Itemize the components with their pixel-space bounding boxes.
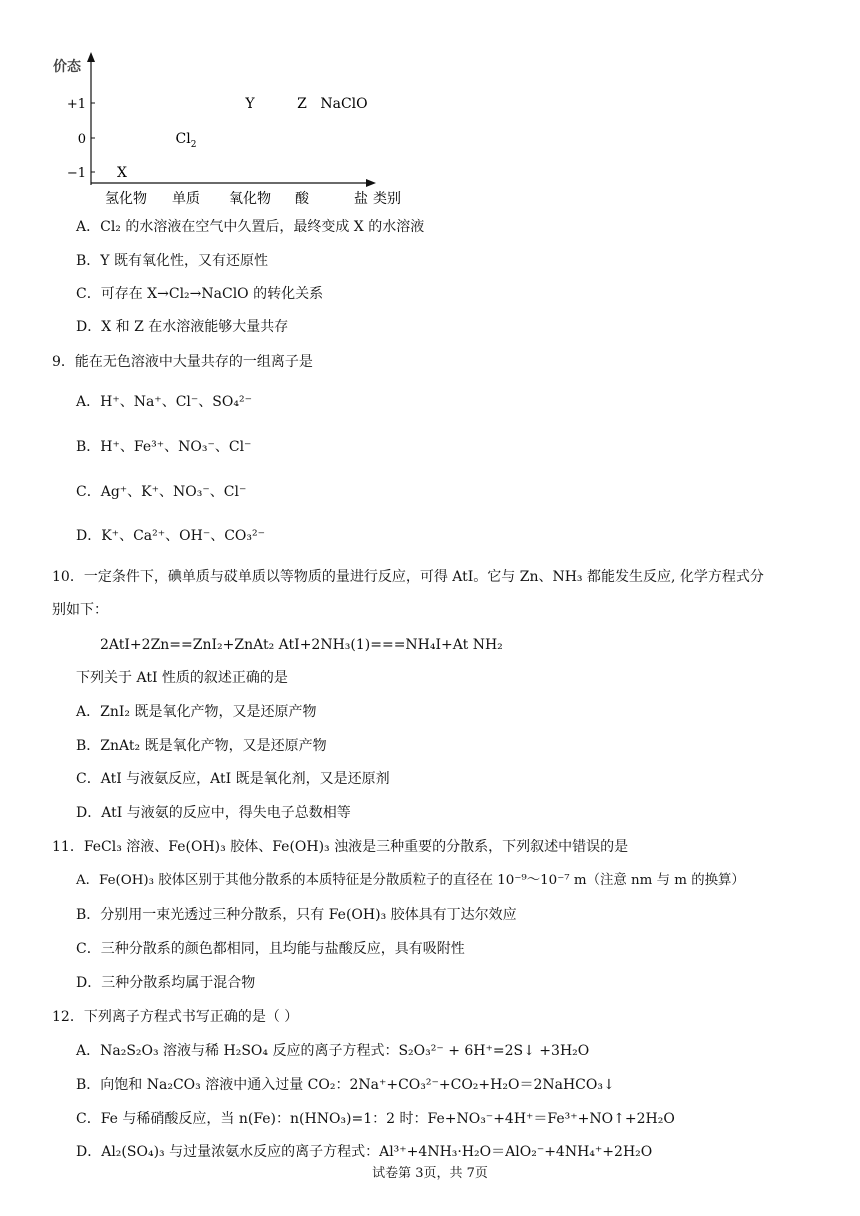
valence-category-chart (40, 50, 420, 210)
q12-option-c: C．Fe 与稀硝酸反应，当 n(Fe)：n(HNO₃)=1：2 时：Fe+NO₃⁻+4H⁺＝Fe³⁺+NO↑+2H₂O (76, 1111, 675, 1127)
q10-question: 下列关于 AtI 性质的叙述正确的是 (76, 670, 288, 686)
data-point-label: X (117, 165, 127, 181)
y-tick-label: +1 (66, 97, 86, 112)
q11-option-b: B．分别用一束光透过三种分散系，只有 Fe(OH)₃ 胶体具有丁达尔效应 (76, 907, 517, 923)
y-tick-label: −1 (66, 166, 86, 181)
y-axis-arrow (87, 52, 95, 62)
q11-option-c: C．三种分散系的颜色都相同，且均能与盐酸反应，具有吸附性 (76, 941, 465, 957)
x-axis-arrow (366, 179, 376, 187)
q12-option-a: A．Na₂S₂O₃ 溶液与稀 H₂SO₄ 反应的离子方程式：S₂O₃²⁻ + 6H⁺=2S↓ +3H₂O (76, 1043, 590, 1059)
q10-option-d: D．AtI 与液氨的反应中，得失电子总数相等 (76, 805, 351, 821)
q11-stem: 11．FeCl₃ 溶液、Fe(OH)₃ 胶体、Fe(OH)₃ 浊液是三种重要的分散系，下列叙述中错误的是 (52, 839, 629, 855)
q8-option-a: A．Cl₂ 的水溶液在空气中久置后，最终变成 X 的水溶液 (76, 219, 425, 235)
q10-option-c: C．AtI 与液氨反应，AtI 既是氧化剂，又是还原剂 (76, 771, 390, 787)
q9-option-b: B．H⁺、Fe³⁺、NO₃⁻、Cl⁻ (76, 439, 252, 455)
x-category-label: 氧化物 (229, 191, 271, 207)
q11-option-a: A．Fe(OH)₃ 胶体区别于其他分散系的本质特征是分散质粒子的直径在 10⁻⁹～10⁻⁷ m（注意 nm 与 m 的换算） (76, 873, 745, 888)
x-category-label: 单质 (172, 191, 200, 207)
page-footer: 试卷第 3页，共 7页 (372, 1166, 488, 1181)
q10-stem-line1: 10．一定条件下，碘单质与砹单质以等物质的量进行反应，可得 AtI。它与 Zn、NH₃ 都能发生反应, 化学方程式分 (52, 569, 764, 585)
data-point-label: $Cl_2$ (175, 131, 197, 150)
q10-option-b: B．ZnAt₂ 既是氧化产物，又是还原产物 (76, 738, 327, 754)
data-point-label: NaClO (320, 96, 368, 112)
q9-option-a: A．H⁺、Na⁺、Cl⁻、SO₄²⁻ (76, 394, 252, 410)
x-category-label: 酸 (295, 191, 309, 207)
data-point-label: Z (297, 96, 307, 112)
data-point-label: Y (245, 96, 255, 112)
x-category-label: 氢化物 (105, 191, 147, 207)
q12-stem: 12．下列离子方程式书写正确的是（ ） (52, 1009, 299, 1025)
x-axis-label: 类别 (373, 191, 401, 207)
q12-option-d: D．Al₂(SO₄)₃ 与过量浓氨水反应的离子方程式：Al³⁺+4NH₃·H₂O＝AlO₂⁻+4NH₄⁺+2H₂O (76, 1144, 653, 1160)
y-axis-label: 价态 (53, 59, 81, 75)
q8-option-b: B．Y 既有氧化性，又有还原性 (76, 253, 268, 269)
q10-option-a: A．ZnI₂ 既是氧化产物，又是还原产物 (76, 704, 317, 720)
x-category-label: 盐 (354, 191, 368, 207)
q10-equation: 2AtI+2Zn==ZnI₂+ZnAt₂ AtI+2NH₃(1)===NH₄I+At NH₂ (100, 637, 503, 653)
q10-stem-line2: 别如下： (52, 602, 108, 618)
q9-stem: 9．能在无色溶液中大量共存的一组离子是 (52, 354, 313, 370)
q9-option-d: D．K⁺、Ca²⁺、OH⁻、CO₃²⁻ (76, 528, 266, 544)
q9-option-c: C．Ag⁺、K⁺、NO₃⁻、Cl⁻ (76, 484, 247, 500)
q8-option-c: C．可存在 X→Cl₂→NaClO 的转化关系 (76, 286, 324, 302)
y-tick-label: 0 (77, 132, 86, 147)
q11-option-d: D．三种分散系均属于混合物 (76, 975, 256, 991)
q8-option-d: D．X 和 Z 在水溶液能够大量共存 (76, 319, 289, 335)
q12-option-b: B．向饱和 Na₂CO₃ 溶液中通入过量 CO₂：2Na⁺+CO₃²⁻+CO₂+H₂O＝2NaHCO₃↓ (76, 1077, 615, 1093)
